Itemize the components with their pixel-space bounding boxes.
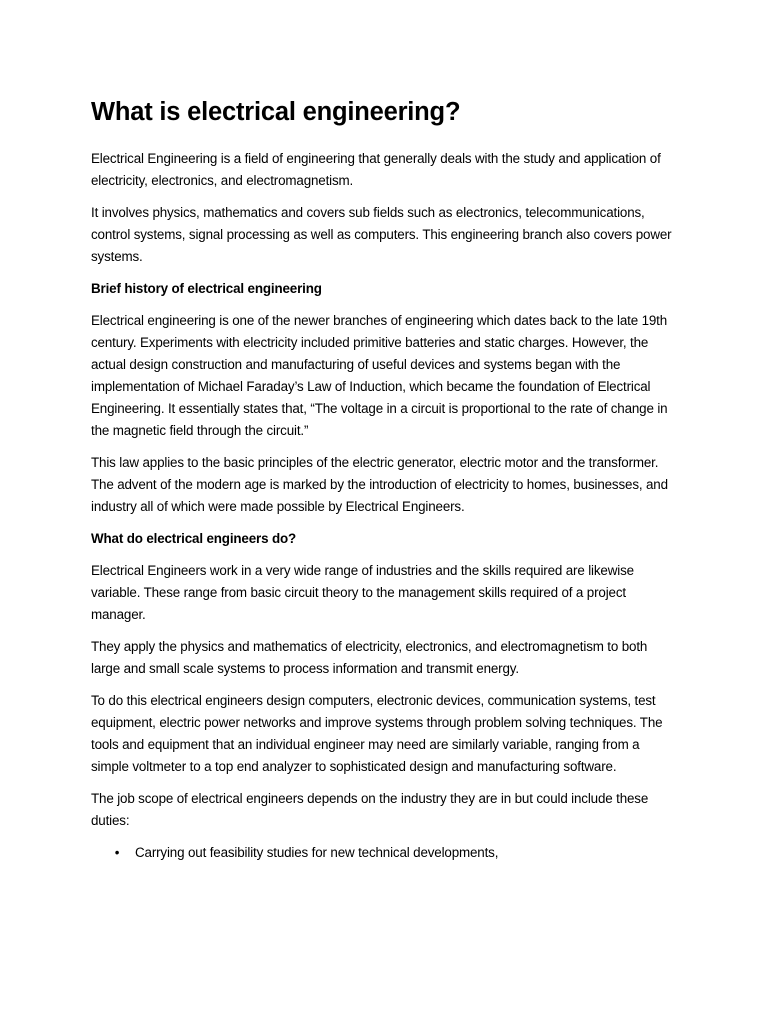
paragraph-industries: Electrical Engineers work in a very wide range of industries and the skills required are likewise variable. These range from basic circuit theory to the management skills required of a project manager. — [91, 563, 634, 622]
page-title: What is electrical engineering? — [91, 98, 461, 126]
section-heading-history: Brief history of electrical engineering — [91, 281, 322, 296]
paragraph-history: Electrical engineering is one of the newer branches of engineering which dates back to the late 19th century. Experiments with electricity included primitive batteries and static charges. However, the actual design construction and manufacturing of useful devices and systems began with the implementation of Michael Faraday’s Law of Induction, which became the foundation of Electrical Engineering. It essentially states that, “The voltage in a circuit is proportional to the rate of change in the magnetic field through the circuit.” — [91, 313, 668, 438]
bullet-marker: • — [114, 845, 120, 860]
list-item — [91, 842, 675, 864]
section-heading-what-engineers-do: What do electrical engineers do? — [91, 531, 297, 546]
paragraph-intro: Electrical Engineering is a field of engineering that generally deals with the study and application of electricity, electronics, and electromagnetism. — [91, 151, 661, 188]
paragraph-subfields: It involves physics, mathematics and covers sub fields such as electronics, telecommunications, control systems, signal processing as well as computers. This engineering branch also covers power systems. — [91, 205, 672, 264]
duties-list — [91, 842, 675, 864]
paragraph-apply-physics: They apply the physics and mathematics of electricity, electronics, and electromagnetism to both large and small scale systems to process information and transmit energy. — [91, 639, 648, 676]
paragraph-design-work: To do this electrical engineers design computers, electronic devices, communication systems, test equipment, electric power networks and improve systems through problem solving techniques. The tools and equipment that an individual engineer may need are similarly variable, ranging from a simple voltmeter to a top end analyzer to sophisticated design and manufacturing software. — [91, 693, 663, 774]
document-body — [91, 96, 675, 864]
paragraph-job-scope: The job scope of electrical engineers depends on the industry they are in but could include these duties: — [91, 791, 649, 828]
paragraph-law-applications: This law applies to the basic principles of the electric generator, electric motor and the transformer. The advent of the modern age is marked by the introduction of electricity to homes, businesses, and industry all of which were made possible by Electrical Engineers. — [91, 455, 668, 514]
list-item-text: Carrying out feasibility studies for new technical developments, — [135, 845, 499, 860]
